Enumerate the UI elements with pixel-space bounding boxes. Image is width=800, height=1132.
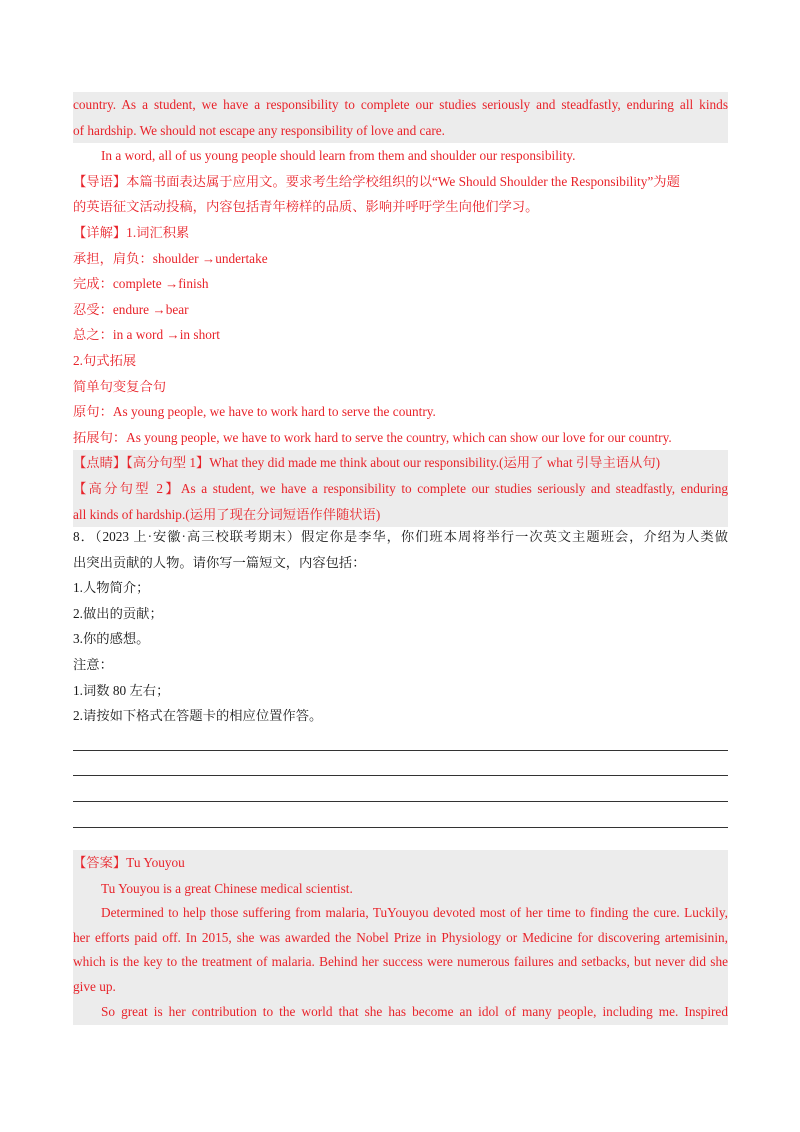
note-label: 注意：: [73, 656, 113, 672]
question-8: [73, 524, 728, 854]
expanded-sentence: 拓展句：As young people, we have to work hard to serve the country, which can show our love for our country.: [73, 429, 672, 445]
prev-answer-conclusion: In a word, all of us young people should learn from them and shoulder our responsibility.: [101, 148, 576, 164]
prev-answer-line-2: of hardship. We should not escape any responsibility of love and care.: [73, 122, 446, 138]
answer-intro: Tu Youyou is a great Chinese medical scientist.: [101, 880, 353, 896]
sentence-subheader: 简单句变复合句: [73, 378, 167, 394]
highlights-block: [73, 450, 728, 527]
answer-8-block: [73, 850, 728, 1025]
highlight-line-2b: all kinds of hardship.(运用了现在分词短语作伴随状语): [73, 506, 381, 522]
detail-header: 【详解】1.词汇积累: [73, 224, 190, 240]
vocab-item: 完成：complete →finish: [73, 276, 209, 292]
content-point: 2.做出的贡献；: [73, 605, 163, 621]
prev-answer-line-1: country. As a student, we have a responsibility to complete our studies seriously and steadfastly, enduring all kinds: [73, 97, 728, 112]
content-point: 3.你的感想。: [73, 631, 150, 647]
answer-blank-line[interactable]: [73, 802, 728, 828]
answer-lines: [73, 725, 728, 854]
guide-line-2: 的英语征文活动投稿，内容包括青年榜样的品质、影响并呼吁学生向他们学习。: [73, 199, 539, 215]
highlight-line-1: 【点睛】【高分句型 1】What they did made me think about our responsibility.(运用了 what 引导主语从句): [73, 455, 661, 471]
answer-blank-line[interactable]: [73, 751, 728, 777]
sentence-header: 2.句式拓展: [73, 352, 137, 368]
content-point: 1.人物简介；: [73, 580, 150, 596]
question-stem-line-2: 出突出贡献的人物。请你写一篇短文，内容包括：: [73, 554, 366, 570]
vocab-item: 承担，肩负：shoulder →undertake: [73, 250, 268, 266]
vocab-item: 忍受：endure →bear: [73, 301, 189, 317]
answer-paragraph-3: So great is her contribution to the world that she has become an idol of many people, including me. Inspired: [101, 1004, 728, 1020]
answer-paragraph-2: Determined to help those suffering from malaria, TuYouyou devoted most of her time to finding the cure. Luckily, her efforts paid off. In 2015, she was awarded the Nobel Prize in Physiology or Medicine for discovering artemisinin, which is the key to the treatment of malaria. Behind her success were numerous failures and setbacks, but never did she give up.: [73, 905, 728, 994]
note-item: 1.词数 80 左右；: [73, 682, 170, 698]
prev-answer-block: [73, 92, 728, 143]
answer-blank-line[interactable]: [73, 776, 728, 802]
vocab-item: 总之：in a word →in short: [73, 327, 220, 343]
answer-label: 【答案】Tu Youyou: [73, 855, 185, 870]
guide-line-1: 【导语】本篇书面表达属于应用文。要求考生给学校组织的以“We Should Shoulder the Responsibility”为题: [73, 173, 680, 189]
question-stem-line-1: 8．（2023 上·安徽·高三校联考期末）假定你是李华，你们班本周将举行一次英文主题班会，介绍为人类做: [73, 529, 728, 544]
highlight-line-2a: 【高分句型 2】As a student, we have a responsibility to complete our studies seriously and steadfastly, enduring: [73, 480, 728, 496]
note-item: 2.请按如下格式在答题卡的相应位置作答。: [73, 708, 323, 724]
document-page: [73, 92, 728, 1020]
original-sentence: 原句：As young people, we have to work hard to serve the country.: [73, 404, 436, 420]
